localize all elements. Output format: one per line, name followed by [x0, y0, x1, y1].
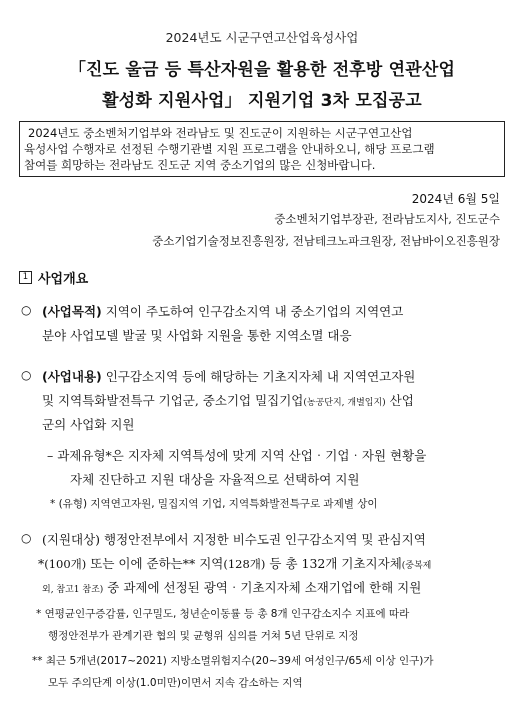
content-text: 인구감소지역 등에 해당하는 기초지자체 내 지역연고자원	[101, 369, 416, 384]
intro-line1: 2024년도 중소벤처기업부와 전라남도 및 진도군이 지원하는 시군구연고산업	[28, 126, 413, 140]
target-line2-count1: (100개)	[44, 557, 87, 571]
section-title: 사업개요	[38, 272, 89, 287]
target-note2-line2: 모두 주의단계 이상(1.0미만)이면서 지속 감소하는 지역	[48, 677, 303, 689]
purpose-line2: 분야 사업모델 발굴 및 사업화 지원을 통한 지역소멸 대응	[42, 328, 352, 343]
bullet-content: ○	[21, 368, 32, 382]
target-line2-text2: 등 총 132개 기초지자체	[265, 556, 402, 571]
content-line2	[42, 391, 414, 409]
bullet-purpose: ○	[21, 303, 32, 317]
notice-title-line1: 「진도 울금 등 특산자원을 활용한 전후방 연관산업	[68, 60, 456, 80]
notice-date: 2024년 6월 5일	[411, 192, 500, 206]
purpose-text: 지역이 주도하여 인구감소지역 내 중소기업의 지역연고	[101, 304, 404, 319]
content-line2-tail: 산업	[385, 393, 414, 408]
target-line3	[42, 578, 421, 596]
target-line2	[38, 554, 431, 572]
intro-line3: 참여를 희망하는 전라남도 진도군 지역 중소기업의 많은 신청바랍니다.	[24, 158, 376, 172]
target-line2-text: 또는 이에 준하는** 지역	[86, 556, 224, 571]
target-line2-count2: (128개)	[223, 557, 266, 571]
bullet-target: ○	[21, 531, 32, 545]
purpose-line1	[42, 302, 403, 320]
target-text: 행정안전부에서 지정한 비수도권 인구감소지역 및 관심지역	[100, 532, 426, 547]
target-note1-line1: * 연평균인구증감률, 인구밀도, 청년순이동률 등 총 8개 인구감소지수 지표에 따라	[36, 608, 410, 620]
content-note: * (유형) 지역연고자원, 밀집지역 기업, 지역특화발전특구로 과제별 상이	[50, 498, 378, 510]
content-line1	[42, 367, 415, 385]
section-number-box: 1	[19, 271, 32, 284]
content-label: (사업내용)	[42, 369, 102, 384]
target-line2-small: (중복제	[401, 561, 432, 571]
issuing-orgs-line2: 중소기업기술정보진흥원장, 전남테크노파크원장, 전남바이오진흥원장	[152, 234, 500, 248]
target-line2-star: *	[38, 556, 45, 571]
notice-title-line2: 활성화 지원사업」 지원기업 3차 모집공고	[102, 91, 422, 111]
target-line1	[42, 530, 426, 548]
target-note1-line2: 행정안전부가 관계기관 협의 및 균형위 심의를 거쳐 5년 단위로 지정	[48, 630, 359, 642]
content-line3: 군의 사업화 지원	[42, 417, 135, 432]
content-sub-line2: 자체 진단하고 지원 대상을 자율적으로 선택하여 지원	[70, 472, 360, 487]
program-supertitle: 2024년도 시군구연고산업육성사업	[165, 30, 359, 45]
content-line2-small: (농공단지, 개별입지)	[303, 398, 386, 408]
target-note2-line1: ** 최근 5개년(2017~2021) 지방소멸위험지수(20~39세 여성인구/65세 이상 인구)가	[32, 655, 434, 667]
issuing-orgs-line1: 중소벤처기업부장관, 전라남도지사, 진도군수	[274, 212, 500, 226]
target-label: (지원대상)	[42, 532, 101, 547]
purpose-label: (사업목적)	[42, 304, 102, 319]
intro-line2: 육성사업 수행자로 선정된 수행기관별 지원 프로그램을 안내하오니, 해당 프로그램	[24, 142, 435, 156]
content-sub-line1: – 과제유형*은 지자체 지역특성에 맞게 지역 산업‧기업‧자원 현황을	[47, 448, 427, 463]
content-line2-text: 및 지역특화발전특구 기업군, 중소기업 밀집기업	[42, 393, 304, 408]
target-line3-text: 중 과제에 선정된 광역‧기초지자체 소재기업에 한해 지원	[103, 580, 422, 595]
target-line3-small: 외, 참고1 참조)	[42, 585, 104, 595]
